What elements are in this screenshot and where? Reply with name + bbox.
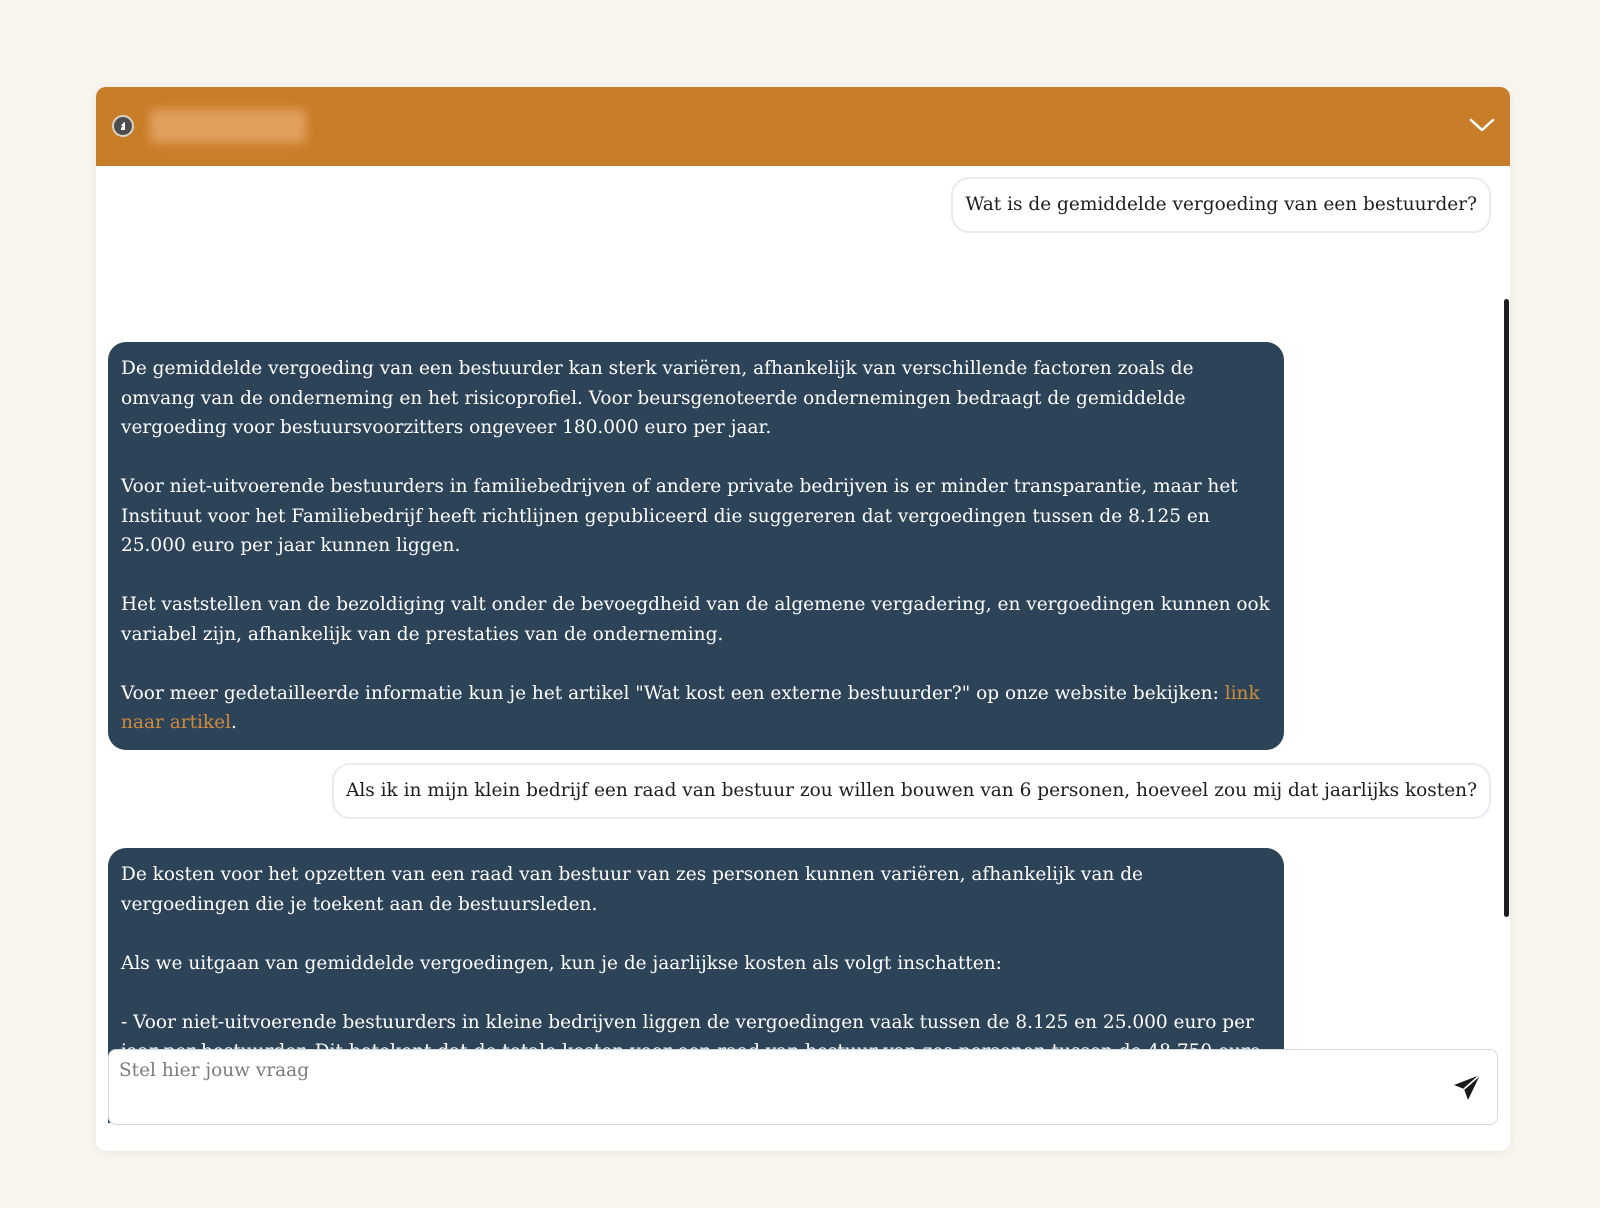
assistant-paragraph: Voor niet-uitvoerende bestuurders in familiebedrijven of andere private bedrijven is er minder transparantie, maar het Instituut voor het Familiebedrijf heeft richtlijnen gepubliceerd die suggereren dat vergoedingen tussen de 8.125 en 25.000 euro per jaar kunnen liggen. [121,476,1238,556]
assistant-paragraph: De gemiddelde vergoeding van een bestuurder kan sterk variëren, afhankelijk van verschillende factoren zoals de omvang van de onderneming en het risicoprofiel. Voor beursgenoteerde ondernemingen bedraagt de gemiddelde vergoeding voor bestuursvoorzitters ongeveer 180.000 euro per jaar. [121,358,1194,438]
assistant-paragraph: De kosten voor het opzetten van een raad van bestuur van zes personen kunnen variëren, afhankelijk van de vergoedingen die je toekent aan de bestuursleden. [121,864,1143,915]
article-link[interactable]: link naar artikel [121,682,1260,733]
assistant-paragraph-text: Voor meer gedetailleerde informatie kun je het artikel "Wat kost een externe bestuurder?" op onze website bekijken: [121,682,1225,704]
assistant-paragraph [121,679,1272,738]
chess-knight-icon [112,115,134,137]
chevron-down-icon [1464,107,1500,143]
assistant-paragraph-suffix: . [231,712,237,733]
user-message [951,177,1491,233]
question-input[interactable] [109,1050,1429,1122]
collapse-button[interactable] [1464,107,1500,143]
send-button[interactable] [1451,1072,1483,1104]
assistant-paragraph: - Voor niet-uitvoerende bestuurders in kleine bedrijven liggen de vergoedingen vaak tussen de 8.125 en 25.000 euro per [121,1011,1254,1033]
chat-widget [96,87,1510,1151]
user-message [332,763,1491,819]
user-message-text: Wat is de gemiddelde vergoeding van een bestuurder? [965,194,1477,215]
chat-header [96,87,1510,166]
assistant-message [108,342,1284,750]
assistant-paragraph: Het vaststellen van de bezoldiging valt onder de bevoegdheid van de algemene vergadering, en vergoedingen kunnen ook variabel zijn, afhankelijk van de prestaties van de onderneming. [121,594,1270,645]
user-message-text: Als ik in mijn klein bedrijf een raad van bestuur zou willen bouwen van 6 personen, hoeveel zou mij dat jaarlijks kosten? [345,780,1477,801]
message-list[interactable] [96,166,1510,1123]
chat-input-box [108,1049,1498,1125]
send-icon [1451,1072,1483,1104]
assistant-paragraph: Als we uitgaan van gemiddelde vergoedingen, kun je de jaarlijkse kosten als volgt inschatten: [121,952,1002,974]
chatbot-name-blurred [150,109,306,143]
message-scrollbar[interactable] [1504,299,1509,917]
